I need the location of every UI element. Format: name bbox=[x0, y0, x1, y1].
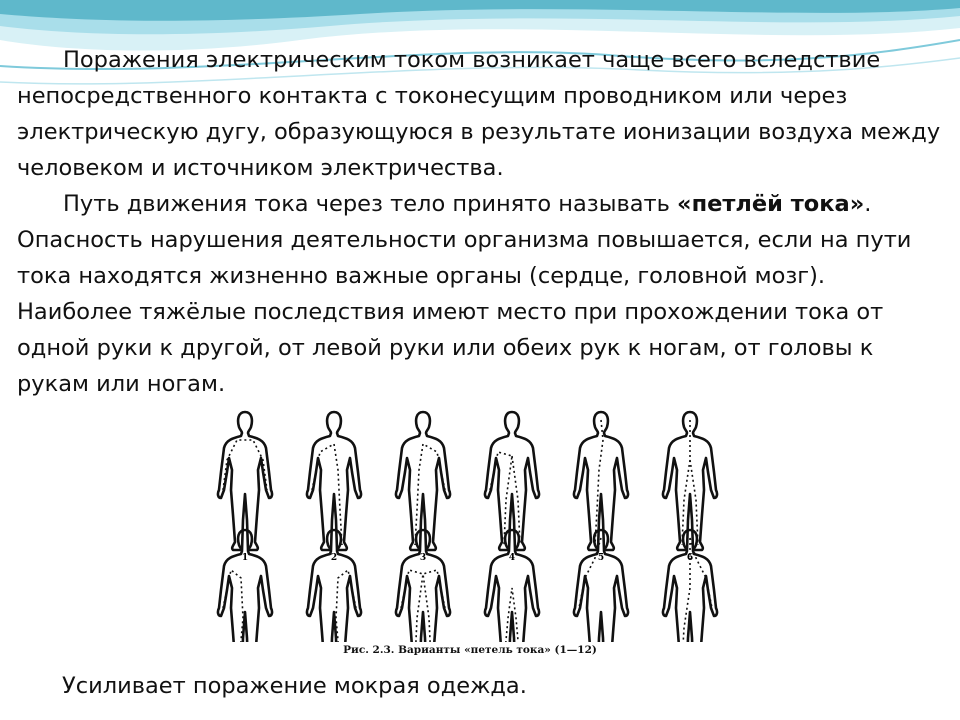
human-figure-4 bbox=[485, 412, 539, 563]
human-figure-9 bbox=[396, 530, 450, 642]
human-figure-10 bbox=[485, 530, 539, 642]
current-loops-figure bbox=[205, 402, 735, 664]
human-figure-7 bbox=[218, 530, 272, 642]
human-figure-1 bbox=[218, 412, 272, 563]
current-path-6 bbox=[682, 420, 698, 545]
figure-number-1: 1 bbox=[241, 553, 249, 563]
main-text bbox=[17, 42, 947, 402]
bottom-text: Усиливает поражение мокрая одежда. bbox=[62, 673, 527, 699]
figure-number-2: 2 bbox=[330, 553, 338, 563]
paragraph-2-text-end: . Опасность нарушения деятельности организма повышается, если на пути тока находятся жизненно важные органы (сердце, головной мозг). Наиболее тяжёлые последствия имеют место при прохождении тока от одной руки к другой, от левой руки или обеих рук к ногам, от головы к рукам или ногам. bbox=[17, 191, 912, 397]
figure-number-4: 4 bbox=[508, 553, 516, 563]
current-loop-term: «петлёй тока» bbox=[677, 191, 865, 217]
human-figure-12 bbox=[663, 530, 717, 642]
figure-number-5: 5 bbox=[597, 553, 605, 563]
human-figure-5 bbox=[574, 412, 628, 563]
human-figure-6 bbox=[663, 412, 717, 563]
human-figure-2 bbox=[307, 412, 361, 563]
human-figure-3 bbox=[396, 412, 450, 563]
figure-number-3: 3 bbox=[419, 553, 427, 563]
human-figure-8 bbox=[307, 530, 361, 642]
paragraph-1-text: Поражения электрическим током возникает чаще всего вследствие непосредственного контакта с токонесущим проводником или через электрическую дугу, образующуюся в результате ионизации воздуха между человеком и источником электричества. bbox=[17, 47, 941, 181]
paragraph-2 bbox=[17, 186, 947, 402]
figure-caption: Рис. 2.3. Варианты «петель тока» (1—12) bbox=[343, 644, 597, 656]
paragraph-1 bbox=[17, 42, 947, 186]
human-figure-11 bbox=[574, 530, 628, 642]
human-figures-illustration bbox=[205, 402, 735, 642]
paragraph-2-text-start: Путь движения тока через тело принято называть bbox=[63, 191, 678, 217]
figure-number-6: 6 bbox=[686, 553, 694, 563]
